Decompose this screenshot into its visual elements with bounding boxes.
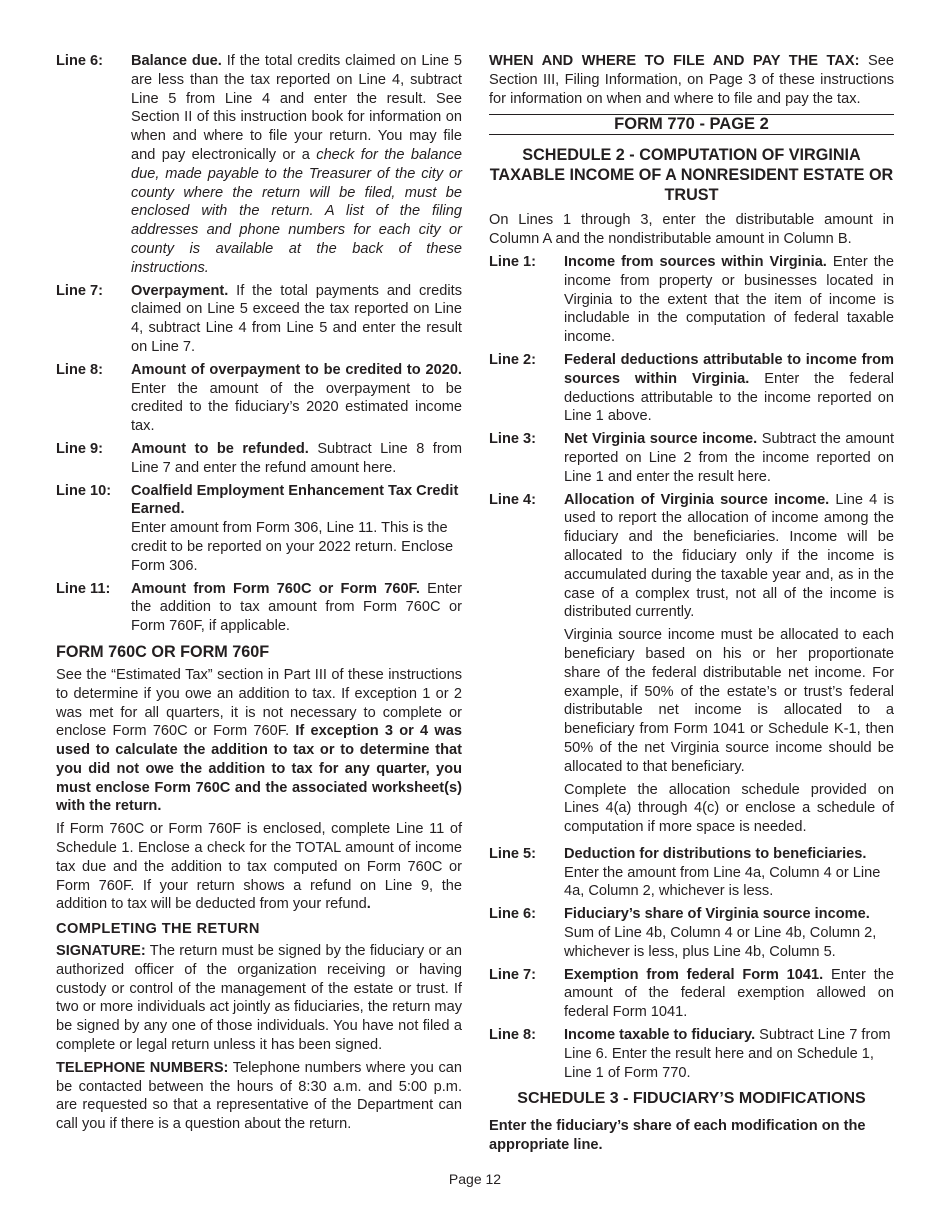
paragraph-bold: WHEN AND WHERE TO FILE AND PAY THE TAX:: [489, 53, 860, 69]
form-760-paragraph-1: [56, 666, 462, 816]
line-label: Line 2:: [489, 351, 537, 368]
line-body: [564, 253, 894, 347]
line-label: Line 5:: [489, 845, 537, 862]
schedule-2-line-4: [489, 491, 894, 841]
line-label: Line 8:: [56, 361, 104, 378]
line-label: Line 10:: [56, 482, 112, 499]
line-text: Line 4 is used to report the allocation of income among the fiduciary and the beneficiaries. Income will be allocated to the fiduciary only if the income is accumulated during the taxable year and, as in the case of a complex trust, not all of the income is distributed currently.: [564, 491, 894, 621]
schedule-2-line-6: [489, 905, 894, 961]
line-title: Deduction for distributions to beneficiaries.: [564, 845, 867, 862]
schedule-2-intro: On Lines 1 through 3, enter the distributable amount in Column A and the nondistributable amount in Column B.: [489, 212, 894, 248]
line-title: Allocation of Virginia source income.: [564, 491, 830, 508]
line-body: [131, 440, 462, 478]
line-title: Net Virginia source income.: [564, 431, 758, 448]
line-text: Enter the amount of the federal exemption allowed on federal Form 1041.: [564, 966, 894, 1021]
line-text: Enter amount from Form 306, Line 11. This is the credit to be reported on your 2022 return. Enclose Form 306.: [131, 520, 454, 574]
line-11-instruction: [56, 580, 462, 636]
line-text: Sum of Line 4b, Column 4 or Line 4b, Column 2, whichever is less, plus Line 4b, Column 5.: [564, 925, 877, 960]
line-text: Enter the addition to tax amount from Form 760C or Form 760F, if applicable.: [131, 580, 463, 635]
paragraph-bold: .: [366, 896, 371, 913]
line-text-paragraph-2: Virginia source income must be allocated to each beneficiary based on his or her proportionate share of the federal distributable net income. For example, if 50% of the estate’s or trust’s federal distributable net income is allocated to a beneficiary from Form 1041 or Schedule K-1, then 50% of the net Virginia source income should be allocated to that beneficiary.: [564, 627, 894, 775]
paragraph-text: The return must be signed by the fiduciary or an authorized officer of the organization receiving or having custody or control of the management of the estate or trust. If two or more individuals act jointly as fiduciaries, the return may be signed by any one of those individuals. You have not filed a complete or legal return unless it has been signed.: [56, 943, 462, 1054]
line-title: Fiduciary’s share of Virginia source income.: [564, 906, 870, 923]
line-text-paragraph-3: Complete the allocation schedule provided on Lines 4(a) through 4(c) or enclose a schedule of computation if more space is needed.: [564, 781, 894, 836]
paragraph-text: See the “Estimated Tax” section in Part III of these instructions to determine if you owe an addition to tax. If exception 1 or 2 was met for all quarters, it is not necessary to complete or enclose Form 760C or Form 760F.: [56, 666, 462, 740]
paragraph-text: If Form 760C or Form 760F is enclosed, complete Line 11 of Schedule 1. Enclose a check for the TOTAL amount of income tax due and the addition to tax computed on Form 760C or Form 760F. If your return shows a refund on Line 9, the addition to tax will be deducted from your refund: [56, 821, 462, 913]
schedule-2-heading: SCHEDULE 2 - COMPUTATION OF VIRGINIA TAXABLE INCOME OF A NONRESIDENT ESTATE OR TRUST: [489, 146, 894, 205]
line-body: [564, 491, 894, 841]
line-text: Enter the amount of the overpayment to be credited to the fiduciary’s 2020 estimated income tax.: [131, 380, 462, 435]
line-body: [131, 282, 462, 357]
line-text: Enter the income from property or businesses located in Virginia to the extent that the item of income is includable in the computation of federal taxable income.: [564, 253, 894, 346]
schedule-2-line-2: [489, 351, 894, 426]
schedule-2-line-5: [489, 845, 894, 901]
line-title: Income from sources within Virginia.: [564, 253, 827, 270]
line-title: Amount from Form 760C or Form 760F.: [131, 580, 420, 597]
when-where-paragraph: [489, 52, 894, 108]
line-title: Coalfield Employment Enhancement Tax Credit Earned.: [131, 482, 459, 518]
schedule-2-line-7: [489, 966, 894, 1022]
line-title: Income taxable to fiduciary.: [564, 1027, 756, 1044]
line-title: Amount of overpayment to be credited to 2020.: [131, 361, 462, 378]
schedule-2-line-1: [489, 253, 894, 347]
schedule-2-line-3: [489, 430, 894, 486]
line-body: [131, 482, 462, 576]
left-column: [56, 52, 462, 1138]
line-6-instruction: [56, 52, 462, 278]
line-label: Line 8:: [489, 1027, 537, 1044]
line-label: Line 3:: [489, 431, 537, 448]
paragraph-text: See Section III, Filing Information, on Page 3 of these instructions for information on when and where to file and pay the tax.: [489, 53, 894, 107]
right-column: [489, 52, 894, 1159]
line-title: Amount to be refunded.: [131, 440, 309, 457]
line-body: [564, 351, 894, 426]
paragraph-bold: If exception 3 or 4 was used to calculate the addition to tax or to determine that you did not owe the addition to tax for any quarter, you must enclose Form 760C and the associated worksheet(s) with the return.: [56, 723, 462, 815]
line-title: Exemption from federal Form 1041.: [564, 966, 824, 983]
paragraph-bold: TELEPHONE NUMBERS:: [56, 1059, 229, 1076]
paragraph-text: Telephone numbers where you can be contacted between the hours of 8:30 a.m. and 5:00 p.m. are requested so that a representative of the Department can call you if there is a question about the return.: [56, 1059, 463, 1133]
form-760-heading: FORM 760C OR FORM 760F: [56, 642, 270, 661]
line-body: [564, 966, 894, 1022]
line-10-instruction: [56, 482, 462, 576]
line-label: Line 4:: [489, 491, 537, 508]
line-body: [564, 430, 894, 486]
schedule-3-instruction: Enter the fiduciary’s share of each modification on the appropriate line.: [489, 1118, 866, 1154]
schedule-2-line-8: [489, 1026, 894, 1082]
schedule-3-heading: SCHEDULE 3 - FIDUCIARY’S MODIFICATIONS: [517, 1090, 866, 1108]
telephone-paragraph: [56, 1059, 462, 1134]
line-text: If the total credits claimed on Line 5 are less than the tax reported on Line 4, subtract Line 5 from Line 4 and enter the result. See Section II of this instruction book for information on when and where to file your return. You may file and pay electronically or a: [131, 53, 462, 163]
page-number: Page 12: [448, 1171, 502, 1187]
line-body: [131, 52, 462, 278]
line-label: Line 11:: [56, 580, 111, 597]
line-body: [564, 1026, 894, 1082]
line-label: Line 1:: [489, 253, 537, 270]
form-760-paragraph-2: [56, 820, 462, 914]
line-text: Enter the amount from Line 4a, Column 4 or Line 4a, Column 2, whichever is less.: [564, 864, 881, 900]
line-body: [131, 361, 462, 436]
line-title: Federal deductions attributable to income from sources within Virginia.: [564, 351, 894, 387]
line-7-instruction: [56, 282, 462, 357]
line-label: Line 6:: [56, 53, 104, 69]
line-text: Subtract Line 8 from Line 7 and enter the refund amount here.: [131, 440, 462, 476]
line-label: Line 6:: [489, 906, 537, 923]
completing-return-heading: COMPLETING THE RETURN: [56, 921, 260, 938]
signature-paragraph: [56, 942, 462, 1055]
line-text: Enter the federal deductions attributable to the income reported on Line 1 above.: [564, 370, 894, 425]
line-9-instruction: [56, 440, 462, 478]
line-text: Subtract Line 7 from Line 6. Enter the result here and on Schedule 1, Line 1 of Form 770.: [564, 1027, 891, 1081]
line-8-instruction: [56, 361, 462, 436]
line-title: Overpayment.: [131, 282, 229, 299]
line-body: [564, 905, 894, 961]
line-title: Balance due.: [131, 53, 222, 69]
line-label: Line 7:: [489, 966, 537, 983]
line-text: If the total payments and credits claimed on Line 5 exceed the tax reported on Line 4, subtract Line 4 from Line 5 and enter the result on Line 7.: [131, 282, 462, 355]
line-label: Line 9:: [56, 440, 104, 457]
line-body: [564, 845, 894, 901]
line-text-italic: check for the balance due, made payable to the Treasurer of the city or county where the return will be filed, must be enclosed with the return. A list of the filing addresses and phone numbers for each city or county is available at the back of these instructions.: [131, 146, 462, 276]
paragraph-bold: SIGNATURE:: [56, 943, 146, 960]
line-text: Subtract the amount reported on Line 2 from the income reported on Line 1 and enter the result here.: [564, 431, 894, 485]
line-label: Line 7:: [56, 282, 104, 299]
line-body: [131, 580, 462, 636]
form-770-page-2-heading: FORM 770 - PAGE 2: [489, 114, 894, 135]
